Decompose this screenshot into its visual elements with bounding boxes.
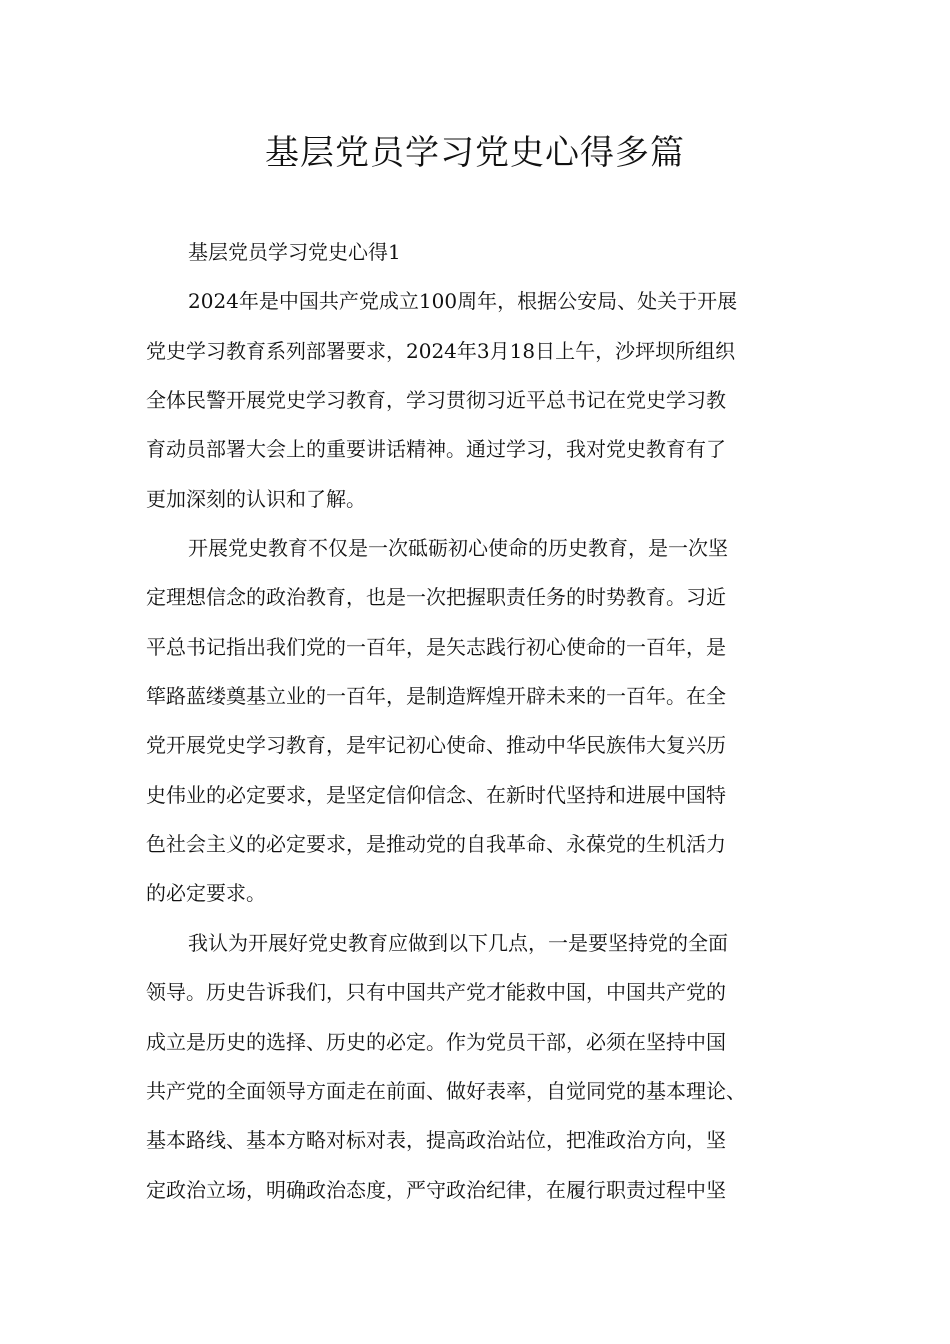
- document-body: [146, 234, 826, 1221]
- paragraph-line: 筚路蓝缕奠基立业的一百年，是制造辉煌开辟未来的一百年。在全: [146, 684, 726, 709]
- paragraph-line: 育动员部署大会上的重要讲话精神。通过学习，我对党史教育有了: [146, 437, 726, 462]
- paragraph-line: 2024年是中国共产党成立100周年，根据公安局、处关于开展: [188, 289, 738, 314]
- paragraph-line: 全体民警开展党史学习教育，学习贯彻习近平总书记在党史学习教: [146, 388, 726, 413]
- document-title: 基层党员学习党史心得多篇: [265, 133, 685, 173]
- paragraph-line: 共产党的全面领导方面走在前面、做好表率，自觉同党的基本理论、: [146, 1078, 746, 1103]
- paragraph-line: 基本路线、基本方略对标对表，提高政治站位，把准政治方向，坚: [146, 1128, 726, 1153]
- paragraph-line: 定理想信念的政治教育，也是一次把握职责任务的时势教育。习近: [146, 585, 726, 610]
- paragraph-line: 党史学习教育系列部署要求，2024年3月18日上午，沙坪坝所组织: [146, 338, 736, 363]
- section-heading: 基层党员学习党史心得1: [188, 240, 401, 264]
- paragraph-line: 更加深刻的认识和了解。: [146, 486, 366, 511]
- paragraph-line: 定政治立场，明确政治态度，严守政治纪律，在履行职责过程中坚: [146, 1177, 726, 1202]
- paragraph-line: 色社会主义的必定要求，是推动党的自我革命、永葆党的生机活力: [146, 832, 726, 857]
- paragraph-line: 我认为开展好党史教育应做到以下几点，一是要坚持党的全面: [188, 930, 728, 955]
- paragraph-line: 开展党史教育不仅是一次砥砺初心使命的历史教育，是一次坚: [188, 536, 728, 561]
- paragraph-line: 党开展党史学习教育，是牢记初心使命、推动中华民族伟大复兴历: [146, 733, 726, 758]
- paragraph-line: 领导。历史告诉我们，只有中国共产党才能救中国，中国共产党的: [146, 980, 726, 1005]
- paragraph-line: 的必定要求。: [146, 881, 266, 906]
- paragraph-line: 史伟业的必定要求，是坚定信仰信念、在新时代坚持和进展中国特: [146, 782, 726, 807]
- paragraph-line: 平总书记指出我们党的一百年，是矢志践行初心使命的一百年，是: [146, 634, 726, 659]
- paragraph-line: 成立是历史的选择、历史的必定。作为党员干部，必须在坚持中国: [146, 1029, 726, 1054]
